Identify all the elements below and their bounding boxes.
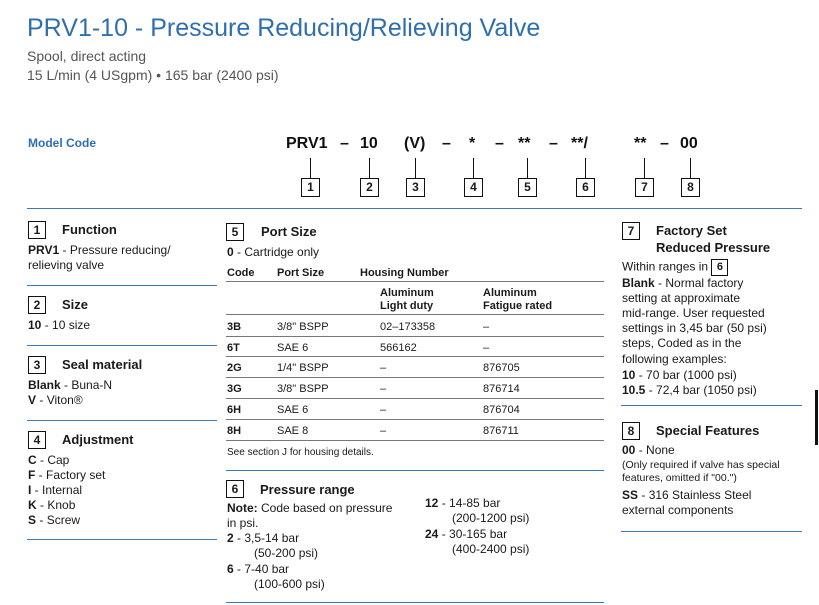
factory-example: 10 - 70 bar (1000 psi) bbox=[622, 368, 737, 382]
divider bbox=[27, 420, 217, 421]
pressure-item-psi: (100-600 psi) bbox=[254, 577, 325, 591]
mc-box-7: 7 bbox=[635, 178, 654, 197]
table-cell-port: 1/4" BSPP bbox=[277, 362, 329, 374]
table-cell-code: 6T bbox=[227, 342, 240, 354]
mc-box-1: 1 bbox=[301, 178, 320, 197]
table-cell-port: 3/8" BSPP bbox=[277, 383, 329, 395]
section-1-number: 1 bbox=[28, 221, 46, 239]
section-1-title: Function bbox=[62, 222, 117, 237]
section-3-title: Seal material bbox=[62, 357, 143, 372]
col-header-code: Code bbox=[227, 267, 255, 279]
table-cell-light: – bbox=[380, 362, 387, 374]
factory-text: following examples: bbox=[622, 352, 727, 366]
table-cell-port: SAE 6 bbox=[277, 404, 309, 416]
section-5-title: Port Size bbox=[261, 224, 317, 239]
table-cell-light: 566162 bbox=[380, 342, 417, 354]
section-3-number: 3 bbox=[28, 356, 46, 374]
mc-connector bbox=[415, 158, 416, 178]
adjustment-item: F - Factory set bbox=[28, 468, 106, 482]
mc-connector bbox=[310, 158, 311, 178]
factory-example: 10.5 - 72,4 bar (1050 psi) bbox=[622, 383, 757, 397]
col-header-light-1: Aluminum bbox=[380, 287, 434, 299]
function-desc-line2: relieving valve bbox=[28, 258, 105, 272]
col-header-light-2: Light duty bbox=[380, 300, 434, 312]
mc-dash-4: – bbox=[549, 135, 558, 152]
pressure-note-line2: in psi. bbox=[227, 516, 259, 530]
factory-text: setting at approximate bbox=[622, 291, 741, 305]
feature-note-1: (Only required if valve has special bbox=[622, 459, 780, 471]
feature-note-2: features, omitted if "00.") bbox=[622, 472, 737, 484]
divider bbox=[226, 470, 604, 471]
mc-range: **/ bbox=[571, 135, 588, 152]
mc-dash-1: – bbox=[340, 135, 349, 152]
factory-text: settings in 3,45 bar (50 psi) bbox=[622, 321, 767, 335]
mc-connector bbox=[585, 158, 586, 178]
section-4-number: 4 bbox=[28, 431, 46, 449]
table-cell-light: – bbox=[380, 404, 387, 416]
col-header-fatigue-2: Fatigue rated bbox=[483, 300, 553, 312]
table-cell-fatigue: – bbox=[483, 342, 490, 354]
table-rule bbox=[226, 398, 604, 399]
section-8-number: 8 bbox=[622, 422, 640, 440]
mc-box-6: 6 bbox=[576, 178, 595, 197]
mc-port: ** bbox=[518, 135, 531, 152]
mc-prv1: PRV1 bbox=[286, 135, 328, 152]
table-cell-fatigue: 876705 bbox=[483, 362, 520, 374]
factory-text: steps, Coded as in the bbox=[622, 336, 742, 350]
table-rule bbox=[226, 336, 604, 337]
table-rule bbox=[226, 356, 604, 357]
divider bbox=[621, 531, 802, 532]
seal-item: Blank - Buna-N bbox=[28, 378, 113, 392]
mc-size: 10 bbox=[360, 135, 378, 152]
mc-dash-3: – bbox=[495, 135, 504, 152]
pressure-item: 24 - 30-165 bar bbox=[425, 527, 508, 541]
table-rule bbox=[226, 281, 604, 282]
table-rule bbox=[226, 377, 604, 378]
mc-seal: (V) bbox=[404, 135, 426, 152]
table-cell-port: SAE 6 bbox=[277, 342, 309, 354]
table-cell-fatigue: – bbox=[483, 321, 490, 333]
table-rule bbox=[226, 314, 604, 315]
pressure-item: 6 - 7-40 bar bbox=[227, 562, 290, 576]
mc-dash-2: – bbox=[442, 135, 451, 152]
table-cell-port: SAE 8 bbox=[277, 425, 309, 437]
section-ref-box: 6 bbox=[711, 259, 728, 276]
page-subtitle-1: Spool, direct acting bbox=[27, 48, 147, 64]
size-item: 10 - 10 size bbox=[28, 318, 91, 332]
section-6-title: Pressure range bbox=[260, 482, 355, 497]
adjustment-item: S - Screw bbox=[28, 513, 81, 527]
table-cell-code: 3B bbox=[227, 321, 242, 333]
mc-pressure: ** bbox=[634, 135, 647, 152]
pressure-item: 12 - 14-85 bar bbox=[425, 496, 501, 510]
mc-adjust: * bbox=[469, 135, 476, 152]
table-cell-port: 3/8" BSPP bbox=[277, 321, 329, 333]
housing-note: See section J for housing details. bbox=[227, 447, 374, 458]
mc-features: 00 bbox=[680, 135, 698, 152]
mc-box-2: 2 bbox=[360, 178, 379, 197]
section-7-title-2: Reduced Pressure bbox=[656, 240, 771, 255]
divider bbox=[621, 405, 802, 406]
section-4-title: Adjustment bbox=[62, 432, 134, 447]
mc-connector bbox=[527, 158, 528, 178]
divider bbox=[27, 208, 802, 209]
section-2-title: Size bbox=[62, 297, 89, 312]
table-cell-fatigue: 876714 bbox=[483, 383, 520, 395]
mc-dash-5: – bbox=[660, 135, 669, 152]
function-prv1: PRV1 - Pressure reducing/ bbox=[28, 243, 171, 257]
feature-ss: SS - 316 Stainless Steel bbox=[622, 488, 752, 502]
mc-connector bbox=[473, 158, 474, 178]
factory-text: mid-range. User requested bbox=[622, 306, 765, 320]
col-header-fatigue-1: Aluminum bbox=[483, 287, 537, 299]
model-code-label: Model Code bbox=[28, 136, 96, 150]
table-rule bbox=[226, 440, 604, 441]
section-2-number: 2 bbox=[28, 296, 46, 314]
mc-box-8: 8 bbox=[681, 178, 700, 197]
table-cell-code: 2G bbox=[227, 362, 242, 374]
divider bbox=[27, 345, 217, 346]
seal-item: V - Viton® bbox=[28, 393, 83, 407]
page-title: PRV1-10 - Pressure Reducing/Relieving Valve bbox=[27, 14, 541, 42]
table-cell-code: 6H bbox=[227, 404, 242, 416]
pressure-item: 2 - 3,5-14 bar bbox=[227, 531, 300, 545]
divider bbox=[27, 285, 217, 286]
pressure-item-psi: (200-1200 psi) bbox=[452, 511, 530, 525]
adjustment-item: I - Internal bbox=[28, 483, 83, 497]
table-cell-light: 02–173358 bbox=[380, 321, 436, 333]
within-ranges: Within ranges in 6 bbox=[622, 259, 728, 276]
section-7-number: 7 bbox=[622, 222, 640, 240]
pressure-item-psi: (400-2400 psi) bbox=[452, 542, 530, 556]
section-6-number: 6 bbox=[226, 480, 244, 498]
page-subtitle-2: 15 L/min (4 USgpm) • 165 bar (2400 psi) bbox=[27, 67, 279, 83]
adjustment-item: K - Knob bbox=[28, 498, 76, 512]
feature-none: 00 - None bbox=[622, 443, 675, 457]
table-cell-code: 3G bbox=[227, 383, 242, 395]
table-cell-light: – bbox=[380, 425, 387, 437]
col-header-housing: Housing Number bbox=[360, 267, 449, 279]
mc-connector bbox=[369, 158, 370, 178]
mc-box-4: 4 bbox=[464, 178, 483, 197]
section-5-number: 5 bbox=[226, 223, 244, 241]
table-cell-light: – bbox=[380, 383, 387, 395]
table-cell-fatigue: 876711 bbox=[483, 425, 519, 437]
section-7-title-1: Factory Set bbox=[656, 223, 727, 238]
mc-connector bbox=[690, 158, 691, 178]
page-edge-mark bbox=[815, 390, 818, 445]
adjustment-item: C - Cap bbox=[28, 453, 70, 467]
pressure-item-psi: (50-200 psi) bbox=[254, 546, 319, 560]
table-cell-code: 8H bbox=[227, 425, 242, 437]
table-rule bbox=[226, 419, 604, 420]
mc-box-3: 3 bbox=[406, 178, 425, 197]
mc-connector bbox=[644, 158, 645, 178]
feature-ss-line2: external components bbox=[622, 503, 734, 517]
divider bbox=[226, 602, 604, 603]
pressure-note: Note: Code based on pressure bbox=[227, 501, 393, 515]
factory-blank: Blank - Normal factory bbox=[622, 276, 744, 290]
col-header-port: Port Size bbox=[277, 267, 325, 279]
table-cell-fatigue: 876704 bbox=[483, 404, 520, 416]
port-cartridge-only: 0 - Cartridge only bbox=[227, 245, 320, 259]
section-8-title: Special Features bbox=[656, 423, 760, 438]
mc-box-5: 5 bbox=[518, 178, 537, 197]
divider bbox=[27, 539, 217, 540]
